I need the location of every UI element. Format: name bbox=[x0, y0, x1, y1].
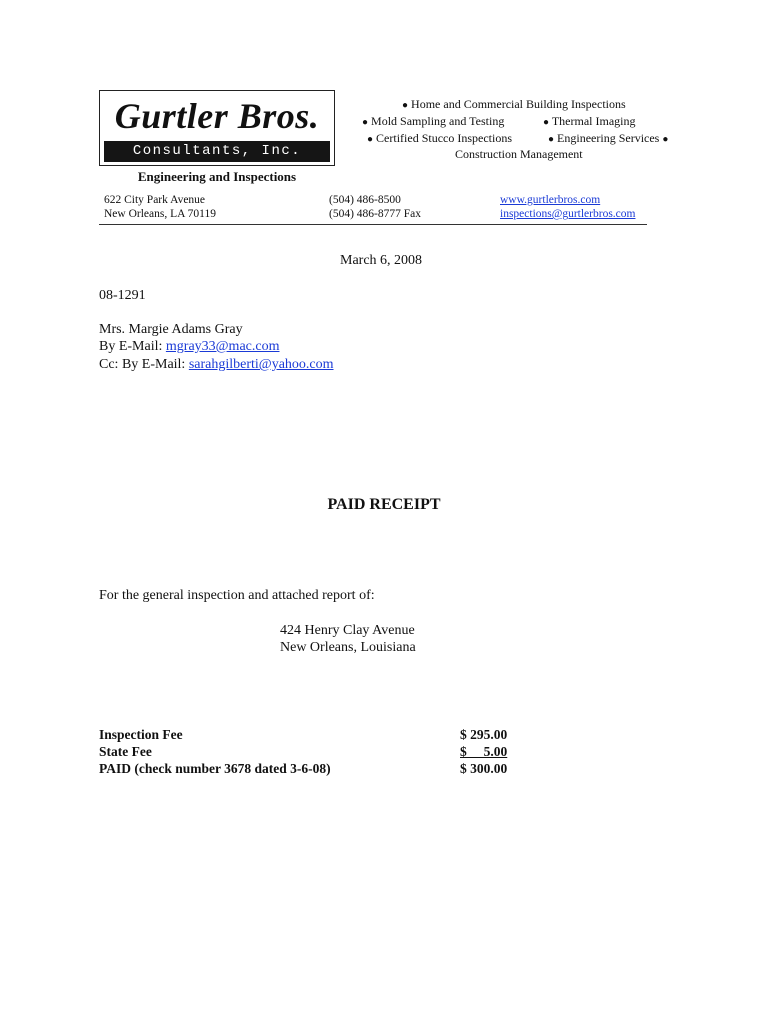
bullet-icon: ● bbox=[662, 134, 669, 145]
bullet-icon: ● bbox=[367, 134, 374, 145]
company-email-link[interactable]: inspections@gurtlerbros.com bbox=[500, 208, 636, 220]
fee-label-inspection: Inspection Fee bbox=[99, 727, 183, 742]
service-line-2b bbox=[543, 113, 635, 131]
service-item: Engineering Services bbox=[557, 131, 660, 145]
bullet-icon: ● bbox=[402, 100, 409, 111]
fee-amount-state: $ 5.00 bbox=[460, 744, 508, 759]
property-address-line-2: New Orleans, Louisiana bbox=[280, 640, 416, 655]
cc-label: Cc: By E-Mail: bbox=[99, 357, 189, 372]
service-item: Thermal Imaging bbox=[551, 114, 636, 128]
recipient-name: Mrs. Margie Adams Gray bbox=[99, 322, 243, 337]
cc-email-line bbox=[99, 356, 334, 374]
letter-date: March 6, 2008 bbox=[340, 253, 423, 268]
service-line-1 bbox=[402, 96, 626, 114]
logo-subtitle: Consultants, Inc. bbox=[104, 141, 330, 162]
header-divider bbox=[99, 224, 647, 225]
cc-email-link[interactable]: sarahgilberti@yahoo.com bbox=[188, 357, 334, 372]
fax-number: (504) 486-8777 Fax bbox=[329, 208, 421, 220]
reference-number: 08-1291 bbox=[99, 288, 146, 303]
service-item: Certified Stucco Inspections bbox=[376, 131, 513, 145]
intro-text: For the general inspection and attached report of: bbox=[99, 588, 375, 603]
fee-amount-paid: $ 300.00 bbox=[460, 761, 508, 776]
recipient-email-link[interactable]: mgray33@mac.com bbox=[165, 339, 280, 354]
company-logo bbox=[99, 90, 335, 166]
recipient-email-line bbox=[99, 338, 279, 356]
service-line-4: Construction Management bbox=[455, 147, 583, 161]
address-line-1: 622 City Park Avenue bbox=[104, 194, 206, 206]
service-item: Home and Commercial Building Inspections bbox=[411, 97, 626, 111]
service-item: Mold Sampling and Testing bbox=[371, 114, 505, 128]
company-tagline: Engineering and Inspections bbox=[137, 169, 297, 184]
receipt-title: PAID RECEIPT bbox=[327, 496, 441, 513]
website-link[interactable]: www.gurtlerbros.com bbox=[500, 194, 601, 206]
bullet-icon: ● bbox=[543, 117, 550, 128]
property-address-line-1: 424 Henry Clay Avenue bbox=[280, 623, 415, 638]
fee-label-paid: PAID (check number 3678 dated 3-6-08) bbox=[99, 761, 331, 776]
bullet-icon: ● bbox=[362, 117, 369, 128]
phone-number: (504) 486-8500 bbox=[329, 194, 401, 206]
bullet-icon: ● bbox=[548, 134, 555, 145]
fee-amount-inspection: $ 295.00 bbox=[460, 727, 508, 742]
logo-name: Gurtler Bros. bbox=[114, 96, 320, 136]
fee-label-state: State Fee bbox=[99, 744, 152, 759]
service-line-2 bbox=[362, 113, 504, 131]
address-line-2: New Orleans, LA 70119 bbox=[104, 208, 216, 220]
by-email-label: By E-Mail: bbox=[99, 339, 166, 354]
